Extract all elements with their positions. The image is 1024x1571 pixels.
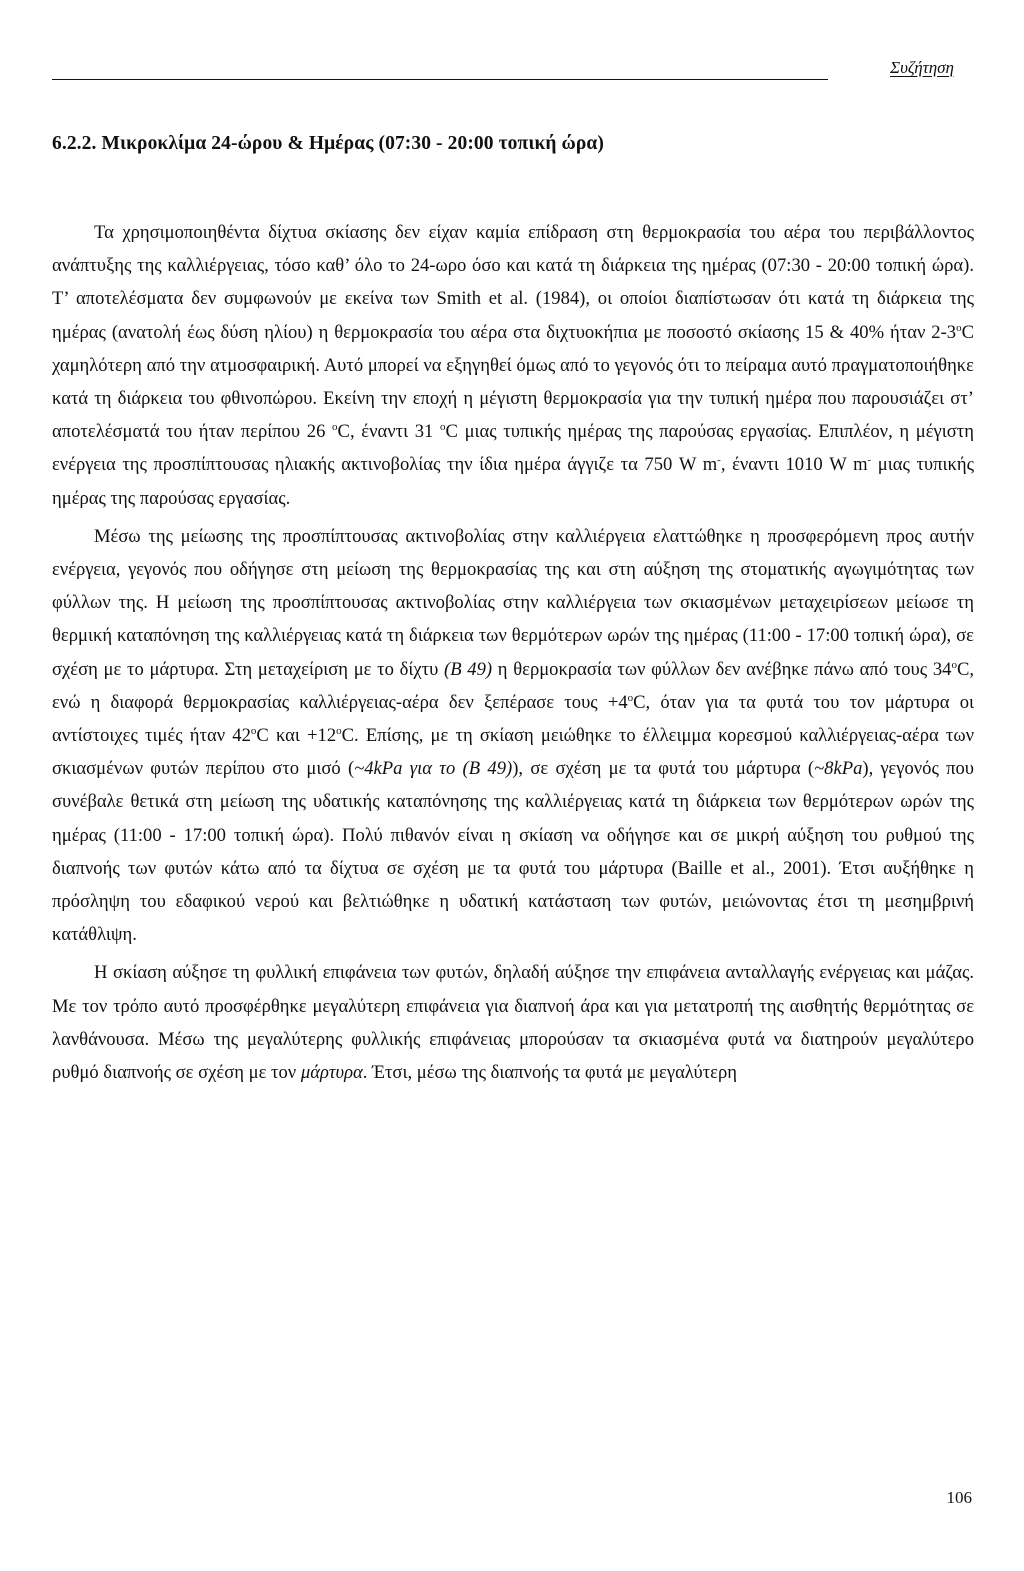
italic-run: μάρτυρα (300, 1062, 363, 1084)
text-run: , έναντι 1010 W m (720, 454, 868, 476)
text-run: ), σε σχέση με τα φυτά του μάρτυρα ( (512, 758, 815, 780)
text-run: C και +12 (256, 725, 337, 747)
italic-run: ~8kPa (814, 758, 863, 780)
italic-run: (Β 49) (444, 658, 493, 680)
superscript: o (956, 321, 962, 334)
text-run: C, όταν για τα φυτά του τον μάρτυρα οι αντίστοιχες τιμές ήταν 42 (52, 691, 975, 747)
superscript: o (250, 725, 257, 738)
italic-run: ~4kPa για το (Β 49) (354, 758, 513, 780)
superscript: o (332, 421, 338, 434)
superscript: o (951, 658, 957, 671)
superscript: o (440, 421, 446, 434)
running-header: Συζήτηση (889, 58, 954, 77)
paragraph-2 (52, 520, 974, 952)
header-rule (52, 79, 828, 80)
text-run: C χαμηλότερη από την ατμοσφαιρική. Αυτό μπορεί να εξηγηθεί όμως από το γεγονός ότι το πείραμα αυτό πραγματοποιήθηκε κατά τη διάρκεια του φθινοπώρου. Εκείνη την εποχή η μέγιστη θερμοκρασία για την τυπική ημέρα που παρουσιάζει στ’ αποτελέσματά του ήταν περίπου 26 (52, 321, 974, 443)
text-run: μιας τυπικής ημέρας της παρούσας εργασίας. (52, 454, 974, 509)
text-run: C μιας τυπικής ημέρας της παρούσας εργασίας. Επιπλέον, η μέγιστη ενέργεια της προσπίπτουσας ηλιακής ακτινοβολίας την ίδια ημέρα άγγιζε τα 750 W m (52, 421, 974, 476)
text-run: . Έτσι, μέσω της διαπνοής τα φυτά με μεγαλύτερη (362, 1062, 737, 1084)
page-number: 106 (946, 1488, 972, 1507)
text-run: η θερμοκρασία των φύλλων δεν ανέβηκε πάνω από τους 34 (492, 658, 952, 680)
body-text (52, 216, 974, 1089)
section-title: 6.2.2. Μικροκλίμα 24-ώρου & Ημέρας (07:30 - 20:00 τοπική ώρα) (52, 133, 605, 154)
text-run: ), γεγονός που συνέβαλε θετικά στη μείωση της υδατικής καταπόνησης της καλλιέργειας κατά τη διάρκεια των θερμότερων ωρών της ημέρας (11:00 - 17:00 τοπική ώρα). Πολύ πιθανόν είναι η σκίαση να οδήγησε και σε μικρή αύξηση του ρυθμού της διαπνοής των φυτών κάτω από τα δίχτυα σε σχέση με τα φυτά του μάρτυρα (Baille et al., 2001). Έτσι αυξήθηκε η πρόσληψη του εδαφικού νερού και βελτιώθηκε η υδατική κατάσταση των φυτών, μειώνοντας έτσι τη μεσημβρινή κατάθλιψη. (52, 758, 974, 946)
superscript: - (717, 454, 721, 467)
text-run: Μέσω της μείωσης της προσπίπτουσας ακτινοβολίας στην καλλιέργεια ελαττώθηκε η προσφερόμενη προς αυτήν ενέργεια, γεγονός που οδήγησε στη μείωση της θερμοκρασίας της και στη αύξηση της στοματικής αγωγιμότητας των φύλλων της. Η μείωση της προσπίπτουσας ακτινοβολίας στην καλλιέργεια των σκιασμένων μεταχειρίσεων μείωσε τη θερμική καταπόνηση της καλλιέργειας κατά τη διάρκεια των θερμότερων ωρών της ημέρας (11:00 - 17:00 τοπική ώρα), σε σχέση με το μάρτυρα. Στη μεταχείριση με το δίχτυ (52, 525, 974, 680)
paragraph-3 (52, 956, 974, 1089)
paragraph-1 (52, 216, 974, 515)
text-run: C, ενώ η διαφορά θερμοκρασίας καλλιέργειας-αέρα δεν ξεπέρασε τους +4 (52, 658, 974, 713)
superscript: o (627, 691, 634, 704)
text-run: C, έναντι 31 (337, 421, 441, 443)
text-run: C. Επίσης, με τη σκίαση μειώθηκε το έλλειμμα κορεσμού καλλιέργειας-αέρα των σκιασμένων φυτών περίπου στο μισό ( (52, 725, 974, 780)
text-run: Η σκίαση αύξησε τη φυλλική επιφάνεια των φυτών, δηλαδή αύξησε την επιφάνεια ανταλλαγής ενέργειας και μάζας. Με τον τρόπο αυτό προσφέρθηκε μεγαλύτερη επιφάνεια για διαπνοή άρα και για μετατροπή της αισθητής θερμότητας σε λανθάνουσα. Μέσω της μεγαλύτερης φυλλικής επιφάνειας μπορούσαν τα σκιασμένα φυτά να διατηρούν μεγαλύτερο ρυθμό διαπνοής σε σχέση με τον (52, 962, 974, 1084)
text-run: Τα χρησιμοποιηθέντα δίχτυα σκίασης δεν είχαν καμία επίδραση στη θερμοκρασία του αέρα του περιβάλλοντος ανάπτυξης της καλλιέργειας, τόσο καθ’ όλο το 24-ωρο όσο και κατά τη διάρκεια της ημέρας (07:30 - 20:00 τοπική ώρα). Τ’ αποτελέσματα δεν συμφωνούν με εκείνα των Smith et al. (1984), οι οποίοι διαπίστωσαν ότι κατά τη διάρκεια της ημέρας (ανατολή έως δύση ηλίου) η θερμοκρασία του αέρα στα διχτυοκήπια με ποσοστό σκίασης 15 & 40% ήταν 2-3 (52, 222, 974, 343)
superscript: o (336, 725, 342, 738)
superscript: - (867, 454, 872, 467)
